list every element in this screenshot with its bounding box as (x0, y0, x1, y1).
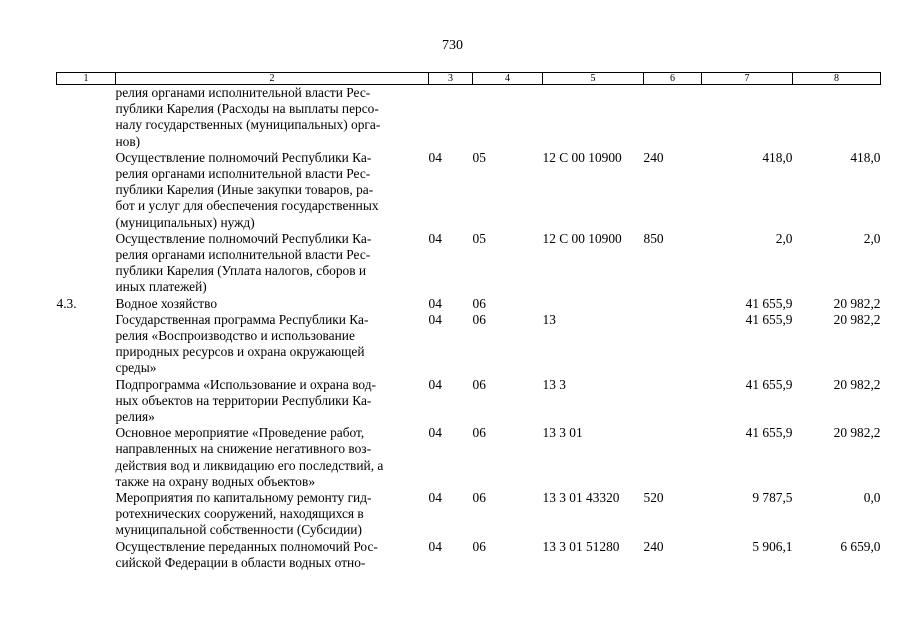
header-cell: 5 (543, 73, 644, 85)
subsection-code-cell: 05 (472, 230, 486, 246)
page-number: 730 (442, 38, 463, 53)
table-row (57, 150, 881, 231)
header-cell: 7 (702, 73, 793, 85)
expense-type-cell: 850 (643, 230, 664, 246)
description-cell: Мероприятия по капитальному ремонту гид- ротехнических сооружений, находящихся в муниципальной собственности (Субсидии) (115, 490, 372, 538)
subsection-code-cell (473, 85, 543, 150)
section-code-cell: 04 (428, 490, 442, 506)
row-number-cell (57, 150, 116, 231)
subsection-code-cell: 06 (472, 376, 486, 392)
subsection-code-cell: 06 (472, 490, 486, 506)
header-cell: 4 (473, 73, 543, 85)
header-cell: 2 (116, 73, 429, 85)
amount-year2-cell: 0,0 (863, 490, 881, 506)
section-code-cell: 04 (428, 311, 442, 327)
target-item-cell: 12 С 00 10900 (542, 230, 622, 246)
expense-type-cell (644, 296, 702, 312)
table-row (57, 296, 881, 312)
header-cell: 6 (644, 73, 702, 85)
row-number-cell (57, 312, 116, 377)
amount-year1-cell: 9 787,5 (752, 490, 793, 506)
subsection-code-cell: 05 (472, 149, 486, 165)
expense-type-cell (644, 85, 702, 150)
amount-year2-cell: 20 982,2 (833, 425, 881, 441)
expense-type-cell (644, 312, 702, 377)
section-code-cell: 04 (428, 425, 442, 441)
expense-type-cell: 520 (643, 490, 664, 506)
target-item-cell: 13 3 01 51280 (542, 538, 620, 554)
amount-year1-cell: 41 655,9 (745, 311, 793, 327)
amount-year2-cell: 6 659,0 (840, 538, 881, 554)
table-row (57, 490, 881, 539)
table-body (57, 85, 881, 572)
header-cell: 8 (793, 73, 881, 85)
row-number-cell: 4.3. (56, 295, 77, 311)
row-number-cell (57, 377, 116, 426)
target-item-cell: 13 (542, 311, 556, 327)
amount-year1-cell: 418,0 (762, 149, 793, 165)
header-cell: 1 (57, 73, 116, 85)
target-item-cell: 13 3 (542, 376, 566, 392)
row-number-cell (57, 85, 116, 150)
amount-year1-cell (702, 85, 793, 150)
table-row (57, 312, 881, 377)
amount-year1-cell: 2,0 (775, 230, 793, 246)
subsection-code-cell: 06 (472, 311, 486, 327)
target-item-cell (543, 296, 644, 312)
target-item-cell: 13 3 01 43320 (542, 490, 620, 506)
amount-year2-cell: 20 982,2 (833, 311, 881, 327)
description-cell: релия органами исполнительной власти Рес- публики Карелия (Расходы на выплаты персо- налу государственных (муниципальных) орга- нов) (115, 85, 381, 149)
table-row (57, 425, 881, 490)
amount-year1-cell: 5 906,1 (752, 538, 793, 554)
amount-year2-cell (793, 85, 881, 150)
description-cell: Подпрограмма «Использование и охрана вод- ных объектов на территории Республики Ка- релия» (115, 376, 377, 425)
expense-type-cell: 240 (643, 538, 664, 554)
row-number-cell (57, 490, 116, 539)
section-code-cell: 04 (428, 149, 442, 165)
description-cell: Водное хозяйство (115, 295, 218, 311)
description-cell: Осуществление полномочий Республики Ка- релия органами исполнительной власти Рес- публики Карелия (Уплата налогов, сборов и иных платежей) (115, 230, 372, 295)
description-cell: Основное мероприятие «Проведение работ, направленных на снижение негативного воз- действия вод и ликвидацию его последствий, а также на охрану водных объектов» (115, 425, 384, 489)
expense-type-cell (644, 377, 702, 426)
target-item-cell (543, 85, 644, 150)
subsection-code-cell: 06 (472, 295, 486, 311)
section-code-cell (429, 85, 473, 150)
section-code-cell: 04 (428, 376, 442, 392)
expense-type-cell: 240 (643, 149, 664, 165)
section-code-cell: 04 (428, 538, 442, 554)
table-row (57, 231, 881, 296)
row-number-cell (57, 231, 116, 296)
subsection-code-cell: 06 (472, 538, 486, 554)
amount-year1-cell: 41 655,9 (745, 295, 793, 311)
section-code-cell: 04 (428, 295, 442, 311)
amount-year2-cell: 20 982,2 (833, 295, 881, 311)
description-cell: Осуществление полномочий Республики Ка- релия органами исполнительной власти Рес- публики Карелия (Иные закупки товаров, ра- бот и услуг для обеспечения государственных (муниципальных) нужд) (115, 149, 379, 230)
section-code-cell: 04 (428, 230, 442, 246)
amount-year2-cell: 20 982,2 (833, 376, 881, 392)
expense-type-cell (644, 425, 702, 490)
table-row (57, 85, 881, 150)
target-item-cell: 12 С 00 10900 (542, 149, 622, 165)
header-cell: 3 (429, 73, 473, 85)
amount-year2-cell: 2,0 (863, 230, 881, 246)
row-number-cell (57, 539, 116, 571)
budget-table (56, 72, 881, 571)
table-row (57, 377, 881, 426)
amount-year2-cell: 418,0 (850, 149, 881, 165)
target-item-cell: 13 3 01 (542, 425, 583, 441)
amount-year1-cell: 41 655,9 (745, 425, 793, 441)
table-row (57, 539, 881, 571)
subsection-code-cell: 06 (472, 425, 486, 441)
amount-year1-cell: 41 655,9 (745, 376, 793, 392)
description-cell: Осуществление переданных полномочий Рос- сийской Федерации в области водных отно- (115, 538, 378, 570)
description-cell: Государственная программа Республики Ка- релия «Воспроизводство и использование природных ресурсов и охрана окружающей среды» (115, 311, 369, 376)
column-number-header (57, 73, 881, 85)
row-number-cell (57, 425, 116, 490)
